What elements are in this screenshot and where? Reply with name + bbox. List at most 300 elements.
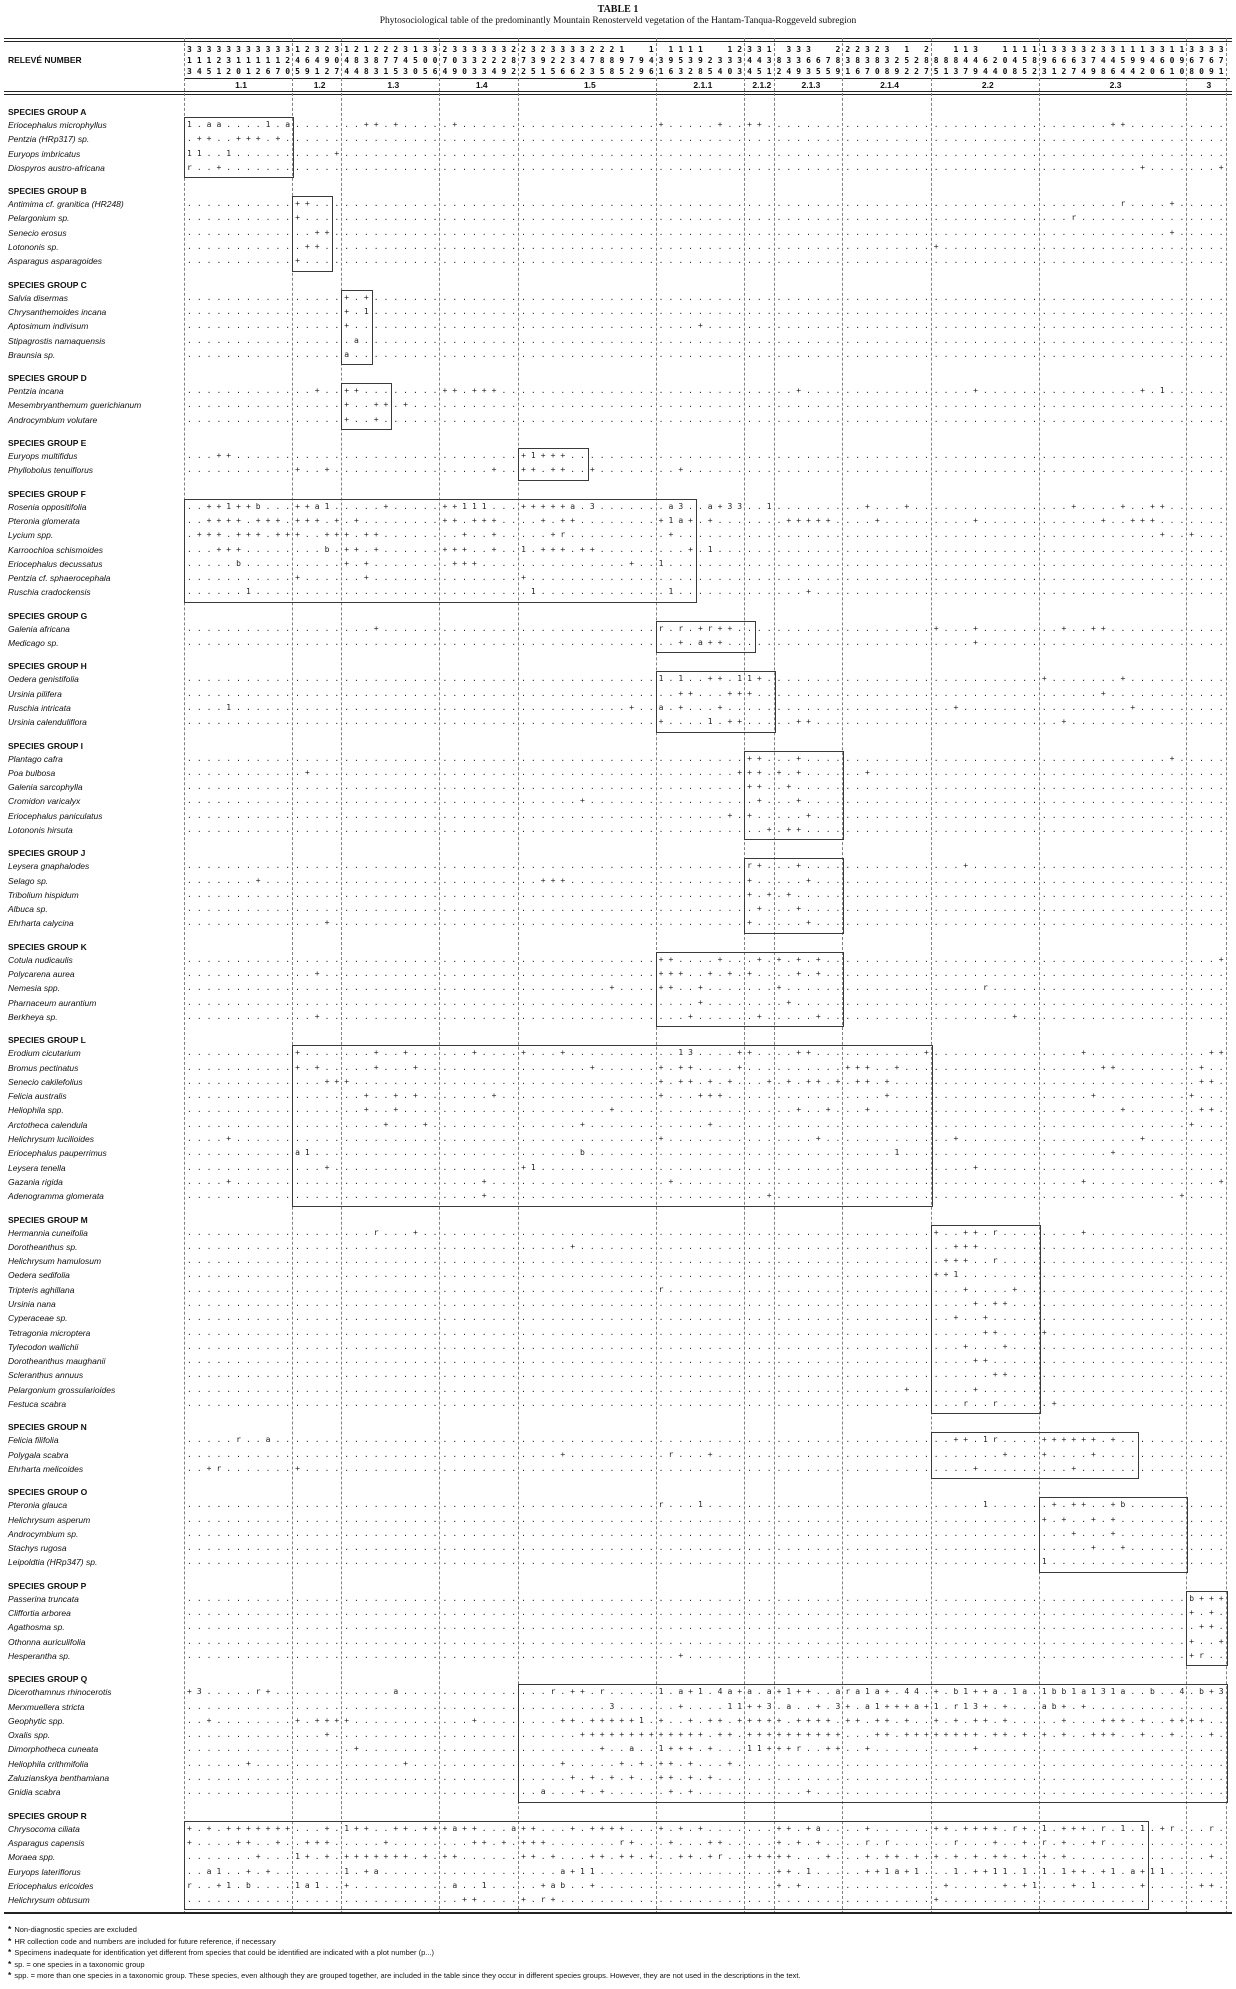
species-row: [0, 1046, 1236, 1060]
species-cells: .................a........................................................................................: [187, 335, 1229, 345]
species-row: [0, 874, 1236, 888]
species-name: Eriocephalus ericoides: [8, 1880, 94, 1891]
species-name: Bromus pectinatus: [8, 1062, 79, 1073]
species-name: Senecio erosus: [8, 227, 67, 238]
species-name: Antimima cf. granitica (HR248): [8, 199, 124, 210]
species-name: Arctotheca calendula: [8, 1119, 88, 1130]
releve-digit-row-3: 3451201267059127448315305649033492251566235852961632854034512493559167089227513794408523127498644206108091: [187, 67, 1229, 76]
footnote-item: [8, 1924, 1232, 1936]
species-row: [0, 1649, 1236, 1663]
species-cells: ..++++.+++.+++.+.+........++.+++....+.++........+1a+.+.......+++++....+.........+............+..+++.......: [187, 515, 1229, 525]
species-row: [0, 557, 1236, 571]
species-name: Heliophila spp.: [8, 1105, 64, 1116]
species-row: [0, 1283, 1236, 1297]
species-cells: ......................................................................................................+.+.: [187, 1608, 1229, 1618]
species-name: Poa bulbosa: [8, 767, 56, 778]
species-row: [0, 1089, 1236, 1103]
species-cells: ................................................................................++........................: [187, 1356, 1229, 1366]
species-name: Euryops multifidus: [8, 451, 78, 462]
species-name: Ruschia intricata: [8, 702, 71, 713]
species-cells: ............................++....+.r+......................................+.............................: [187, 1895, 1229, 1905]
species-row: [0, 254, 1236, 268]
species-cells: ............................................................................................+..+..........: [187, 1543, 1229, 1553]
species-row: [0, 1433, 1236, 1447]
species-name: Rosenia oppositifolia: [8, 501, 87, 512]
species-name: Cliffortia arborea: [8, 1608, 71, 1619]
species-cells: .......................................................................................1..................: [187, 1557, 1229, 1567]
species-row: [0, 1226, 1236, 1240]
species-cells: ...++.............................+1+++...................................................................: [187, 451, 1229, 461]
column-group-label-2.3: 2.3: [1109, 80, 1122, 90]
species-row: [0, 1785, 1236, 1799]
species-cells: ........................................+.................+...+...........................................: [187, 796, 1229, 806]
species-cells: ...........................................................+.++...........................................: [187, 824, 1229, 834]
species-cells: ..............................................................................+..+........................: [187, 1313, 1229, 1323]
releve-number-label: RELEVÉ NUMBER: [8, 55, 82, 65]
column-group-label-2.1.2: 2.1.2: [752, 80, 772, 90]
species-row: [0, 197, 1236, 211]
footnote-text: Specimens inadequate for identification yet different from species that could be identified are indicated with a plot number (p...): [14, 1948, 434, 1958]
species-row: [0, 118, 1236, 132]
footnote-item: [8, 1959, 1232, 1971]
species-row: [0, 1498, 1236, 1512]
species-row: [0, 1893, 1236, 1907]
species-row: [0, 1513, 1236, 1527]
species-row: [0, 1311, 1236, 1325]
species-cells: .......................................................................................+.+..+.+...........: [187, 1514, 1229, 1524]
species-name: Androcymbium sp.: [8, 1528, 79, 1539]
species-name: Othonna auriculifolia: [8, 1636, 86, 1647]
species-row: [0, 1161, 1236, 1175]
species-group-header-E: SPECIES GROUP E: [8, 438, 87, 449]
species-name: Chrysanthemoides incana: [8, 306, 107, 317]
species-cells: ...........+..............................................................................................: [187, 256, 1229, 266]
species-name: Cromidon varicalyx: [8, 796, 81, 807]
species-cells: .............++.....................................................................................+.....: [187, 227, 1229, 237]
species-row: [0, 1592, 1236, 1606]
species-cells: ................................................r...1............................1......+.++..+b..........: [187, 1500, 1229, 1510]
species-row: [0, 161, 1236, 175]
species-cells: ..............................+............................+.........................................+....: [187, 1191, 1229, 1201]
species-cells: ..+r.......+....................................................................+.........+...............: [187, 1463, 1229, 1473]
species-group-header-P: SPECIES GROUP P: [8, 1580, 87, 1591]
species-name: Ehrharta melicoides: [8, 1463, 84, 1474]
species-name: Androcymbium volutare: [8, 414, 98, 425]
species-cells: +3.....r+............a...............r.++.r.....1.a+1.4a+a.a+1++..ara1a+.44.+.b1++a.1a.1bb1a131a..b..4.b+3: [187, 1687, 1229, 1697]
species-name: Geophytic spp.: [8, 1715, 65, 1726]
table-rule-top-2: [4, 41, 1232, 42]
species-cells: .........................................................++...+.....................................+.....: [187, 753, 1229, 763]
species-cells: .......+...1+.+.+++++++.+.++......++.+...++.++.+..++.+r..+++++...+...+.++.+.+.+.+.++.+.+.+..............+.: [187, 1852, 1229, 1862]
species-cells: ...........+......+...............+.......................................................................: [187, 573, 1229, 583]
species-row: [0, 1728, 1236, 1742]
species-row: [0, 463, 1236, 477]
species-row: [0, 701, 1236, 715]
footnote-item: [8, 1947, 1232, 1959]
species-row: [0, 1865, 1236, 1879]
species-cells: .................+........................+..a..1+++.+...11+++r..++..+..........+.........................: [187, 1744, 1229, 1754]
footnote-item: [8, 1970, 1232, 1982]
species-row: [0, 1146, 1236, 1160]
footnote-marker-icon: *: [8, 1947, 12, 1958]
species-name: Pentzia (HRp317) sp.: [8, 134, 90, 145]
species-name: Braunsia sp.: [8, 349, 56, 360]
species-cells: ..a1..+.+.......1.+a..................a+11..................++.1.....++1a+1...1.++11.1.1.1++.+1.a+11......: [187, 1866, 1229, 1876]
species-row: [0, 1462, 1236, 1476]
footnote-marker-icon: *: [8, 1970, 12, 1981]
releve-digit-row-2: 1112311111246490483877450070332228739223478897943953923334438336678383832528888446204589666374459946096767: [187, 56, 1229, 65]
species-row: [0, 240, 1236, 254]
species-row: [0, 1685, 1236, 1699]
species-group-header-J: SPECIES GROUP J: [8, 848, 86, 859]
species-cells: ...........................................3......+....11++3.a..+.3+.a1+++a+1.r13+.+...ab+.+..............: [187, 1701, 1229, 1711]
species-name: Eriocephalus microphyllus: [8, 120, 107, 130]
table-subtitle: Phytosociological table of the predominantly Mountain Renosterveld vegetation of the Hantam-Tanqua-Roggeveld subregion: [379, 16, 857, 26]
column-group-label-1.4: 1.4: [475, 80, 488, 90]
species-cells: 11..1..........+..........................................................................................: [187, 148, 1229, 158]
species-row: [0, 902, 1236, 916]
species-row: [0, 636, 1236, 650]
species-name: Dorotheanthus maughanii: [8, 1356, 106, 1367]
species-row: [0, 687, 1236, 701]
table-body: [0, 96, 1236, 1907]
species-cells: ......................................................................................................b+++: [187, 1593, 1229, 1603]
species-cells: ...........+..............................................................................r...............: [187, 213, 1229, 223]
species-name: Berkheya sp.: [8, 1011, 58, 1022]
species-name: Stipagrostis namaquensis: [8, 335, 106, 346]
species-row: [0, 1103, 1236, 1117]
species-cells: .........................................................++..+............................................: [187, 782, 1229, 792]
species-cells: ...+++........b.++.+......+++..+..1.+++.++.........+.1....................................................: [187, 544, 1229, 554]
species-cells: .++..+++.+................................................................................................: [187, 134, 1229, 144]
species-row: [0, 1879, 1236, 1893]
species-group-header-K: SPECIES GROUP K: [8, 941, 87, 952]
species-name: Ursinia nana: [8, 1299, 56, 1309]
footnote-text: sp. = one species in a taxonomic group: [14, 1959, 145, 1969]
species-cells: ...................+............................r.r.+r++....................+...+........+..++............: [187, 623, 1229, 633]
species-name: Cyperaceae sp.: [8, 1313, 68, 1324]
species-row: [0, 305, 1236, 319]
species-row: [0, 1132, 1236, 1146]
species-name: Pelargonium grossularioides: [8, 1384, 116, 1395]
species-row: [0, 672, 1236, 686]
species-group-header-A: SPECIES GROUP A: [8, 107, 87, 117]
species-name: Tetragonia microptera: [8, 1327, 91, 1338]
species-row: [0, 585, 1236, 599]
species-name: Pteronia glauca: [8, 1500, 68, 1511]
species-row: [0, 398, 1236, 412]
species-cells: r..+1.b....1a1..+..........a..1.....+ab..+..................+.+..............+.....+.+1...+.1....+.....++.: [187, 1880, 1229, 1890]
species-row: [0, 794, 1236, 808]
species-cells: ..................................................+.a++.........................+.........................: [187, 638, 1229, 648]
species-cells: .......................................+......................................+++.........................: [187, 1241, 1229, 1251]
species-cells: .............+..................................+++..+.+.+....+.+.........................................: [187, 969, 1229, 979]
footnote-text: Non-diagnostic species are excluded: [14, 1925, 137, 1934]
species-name: Ruschia cradockensis: [8, 587, 91, 598]
footnote-marker-icon: *: [8, 1958, 12, 1969]
column-group-label-1.5: 1.5: [583, 80, 596, 90]
species-cells: ..............+...................+1............................................+.........................: [187, 1162, 1229, 1172]
species-cells: .......................................................................................................++.: [187, 1622, 1229, 1632]
species-row: [0, 1714, 1236, 1728]
footnotes: [8, 1924, 1232, 1982]
species-cells: .+++.+++.+++..+++.++........+..+.....+r..........+.................................................+..+...: [187, 530, 1229, 540]
species-group-header-L: SPECIES GROUP L: [8, 1035, 86, 1046]
species-row: [0, 1075, 1236, 1089]
species-name: Nemesia spp.: [8, 983, 60, 994]
species-group-header-B: SPECIES GROUP B: [8, 186, 87, 197]
species-cells: ................a.........................................................................................: [187, 349, 1229, 359]
species-row: [0, 1541, 1236, 1555]
species-cells: ...................r...+....................................................+..++.r........+..............: [187, 1227, 1229, 1237]
species-cells: ...........a1...........................b...............................1.....................+...........: [187, 1148, 1229, 1158]
species-row: [0, 1254, 1236, 1268]
species-row: [0, 967, 1236, 981]
species-name: Scleranthus annuus: [8, 1370, 84, 1381]
species-name: Dorotheanthus sp.: [8, 1241, 78, 1252]
footnote-text: spp. = more than one species in a taxonomic group. These species, even although they are grouped together, are included in the table since they occur in different species groups. However, they are not used in the descriptions in the text.: [14, 1971, 801, 1981]
species-group-header-M: SPECIES GROUP M: [8, 1214, 88, 1225]
species-name: Eriocephalus paniculatus: [8, 810, 103, 821]
species-row: [0, 888, 1236, 902]
species-name: Agathosma sp.: [8, 1622, 65, 1633]
species-name: Eriocephalus pauperrimus: [8, 1148, 107, 1159]
species-row: [0, 449, 1236, 463]
species-name: Mesembryanthemum guerichianum: [8, 400, 142, 411]
species-name: Karroochloa schismoides: [8, 544, 103, 555]
species-name: Hesperantha sp.: [8, 1650, 71, 1661]
species-group-header-I: SPECIES GROUP I: [8, 740, 83, 751]
species-cells: ................................................+....1.++.....++.........................+................: [187, 717, 1229, 727]
species-name: Oxalis spp.: [8, 1730, 51, 1741]
footnote-marker-icon: *: [8, 1924, 12, 1934]
species-cells: ...........+..+................+..++.++..+........+.......................................................: [187, 465, 1229, 475]
species-name: Helichrysum hamulosum: [8, 1256, 102, 1267]
species-name: Passerina truncata: [8, 1593, 79, 1604]
species-row: [0, 809, 1236, 823]
species-group-header-F: SPECIES GROUP F: [8, 488, 86, 499]
species-cells: ................+.+.......................................................................................: [187, 292, 1229, 302]
species-row: [0, 715, 1236, 729]
species-cells: ..........................................................+...+...........................................: [187, 904, 1229, 914]
species-cells: ..............+.........................+++++++++++++.++.++++++++++...++.++++++++.++.+.+.+..+++..+..+...+.: [187, 1730, 1229, 1740]
species-name: Ursinia pilifera: [8, 688, 62, 699]
species-name: Aptosimum indivisum: [8, 321, 89, 332]
species-cells: ............................................................................++1...........................: [187, 1270, 1229, 1280]
species-cells: ..................+..+.....................+..................+..+...+.........................+.......++.: [187, 1105, 1229, 1115]
species-cells: ..................................................++...+++...................................+............: [187, 688, 1229, 698]
species-name: Diospyros austro-africana: [8, 162, 105, 173]
species-cells: ................................................1.1..++.11+............................+.......+..........: [187, 674, 1229, 684]
footnote-text: HR collection code and numbers are included for future reference, if necessary: [14, 1936, 276, 1946]
species-cells: ....1........................................+..a.+...+.......................+.................+.........: [187, 702, 1229, 712]
species-name: Felicia australis: [8, 1091, 67, 1102]
header-rule-1: [4, 91, 1232, 92]
species-row: [0, 752, 1236, 766]
species-name: Zaluzianskya benthamiana: [8, 1773, 110, 1784]
species-row: [0, 514, 1236, 528]
column-group-label-3: 3: [1206, 80, 1212, 90]
species-cells: .............................................................................+++..r.......................: [187, 1256, 1229, 1266]
species-cells: r..+.............................................................................................+.......+: [187, 162, 1229, 172]
species-name: Galenia africana: [8, 623, 70, 634]
species-cells: ................................................r..............................+....+.....................: [187, 1284, 1229, 1294]
species-cells: .......................................................+.+.....+..........................................: [187, 810, 1229, 820]
species-cells: ................+...................................+.....................................................: [187, 321, 1229, 331]
species-row: [0, 147, 1236, 161]
species-row: [0, 1397, 1236, 1411]
species-name: Leysera gnaphalodes: [8, 861, 90, 872]
species-cells: ....................+...+...............+............+................................................+...: [187, 1119, 1229, 1129]
species-name: Erodium cicutarium: [8, 1048, 81, 1059]
species-name: Salvia disermas: [8, 292, 68, 303]
species-row: [0, 500, 1236, 514]
species-cells: .........................................................+.+.+............................................: [187, 889, 1229, 899]
species-row: [0, 1757, 1236, 1771]
species-cells: .........................................................r+...+................+..........................: [187, 861, 1229, 871]
species-row: [0, 859, 1236, 873]
species-name: Helichrysum obtusum: [8, 1895, 90, 1906]
footnote-item: [8, 1936, 1232, 1948]
species-cells: .......................................+.+.+.+..++.+.+....................................................: [187, 1773, 1229, 1783]
species-cells: ............++..............................................................+.............................: [187, 242, 1229, 252]
species-cells: ................+..++.+...................................................................................: [187, 400, 1229, 410]
species-name: Tripteris aghillana: [8, 1284, 75, 1295]
species-name: Gazania rigida: [8, 1176, 63, 1187]
species-row: [0, 1268, 1236, 1282]
species-row: [0, 1527, 1236, 1541]
species-name: Phyllobolus tenuiflorus: [8, 465, 94, 476]
species-cells: ....+...........................................+...............+.............+..................+........: [187, 1134, 1229, 1144]
species-group-header-N: SPECIES GROUP N: [8, 1422, 87, 1433]
table-title: TABLE 1: [597, 4, 639, 15]
species-cells: ................+.1.......................................................................................: [187, 306, 1229, 316]
species-cells: ...........++..................................................................................r....+.....: [187, 199, 1229, 209]
header-rule-2: [4, 94, 1232, 95]
species-row: [0, 1368, 1236, 1382]
species-name: Senecio cakilefolius: [8, 1076, 83, 1087]
species-row: [0, 1354, 1236, 1368]
species-name: Leipoldtia (HRp347) sp.: [8, 1557, 98, 1568]
species-row: [0, 291, 1236, 305]
species-cells: ....+.........................+..................+.........................................+.............+: [187, 1176, 1229, 1186]
species-name: Ehrharta calycina: [8, 918, 74, 929]
species-cells: ..................................................+...................................................+r..: [187, 1650, 1229, 1660]
column-group-label-2.1.1: 2.1.1: [693, 80, 713, 90]
species-cells: ..................................................................................++......................: [187, 1370, 1229, 1380]
species-name: Galenia sarcophylla: [8, 782, 83, 793]
species-cells: ..................+..+.+.......+................+...+++................+....................+.........+...: [187, 1091, 1229, 1101]
species-cells: ......................................................................................................+..+: [187, 1636, 1229, 1646]
species-row: [0, 226, 1236, 240]
species-cells: ...........................................+....++..+.......+....................r........................: [187, 983, 1229, 993]
species-group-header-Q: SPECIES GROUP Q: [8, 1674, 88, 1685]
species-cells: .................................................................................++....+..................: [187, 1327, 1229, 1337]
species-name: Selago sp.: [8, 875, 49, 886]
column-group-label-1.1: 1.1: [235, 80, 247, 90]
species-name: Festuca scabra: [8, 1399, 67, 1410]
species-name: Polygala scabra: [8, 1449, 69, 1460]
species-cells: .........................................................................+......+.........................: [187, 1384, 1229, 1394]
species-row: [0, 1010, 1236, 1024]
species-cells: ..+........+.++++............+........++.+++++1.+..+.++.+++++.++++.++.++.+..+.+.++.+.....+...+++.+..++++..: [187, 1715, 1229, 1725]
species-cells: ....................................................+........+............................................: [187, 997, 1229, 1007]
species-name: Lotononis hirsuta: [8, 824, 73, 835]
species-cells: ......................................+..........r...+.............................+...+....+.............: [187, 1449, 1229, 1459]
species-cells: .............+..++........++.+++..............................+.................+................+.1......: [187, 386, 1229, 396]
species-name: Lotononis sp.: [8, 242, 59, 253]
species-row: [0, 1326, 1236, 1340]
species-cells: ............+...........................................+++.+.+......+....................................: [187, 767, 1229, 777]
column-group-label-2.1.4: 2.1.4: [880, 80, 899, 90]
species-row: [0, 780, 1236, 794]
species-row: [0, 1836, 1236, 1850]
species-group-header-O: SPECIES GROUP O: [8, 1487, 88, 1498]
column-group-label-1.3: 1.3: [387, 80, 400, 90]
species-name: Plantago cafra: [8, 753, 63, 764]
species-name: Eriocephalus decussatus: [8, 558, 103, 569]
species-name: Moraea spp.: [8, 1852, 56, 1863]
column-group-label-1.2: 1.2: [313, 80, 326, 90]
species-row: [0, 823, 1236, 837]
species-cells: ................................................................................+.++......................: [187, 1299, 1229, 1308]
species-name: Heliophila crithmifolia: [8, 1758, 89, 1769]
species-row: [0, 916, 1236, 930]
species-name: Cotula nudicaulis: [8, 954, 73, 965]
species-row: [0, 132, 1236, 146]
species-name: Leysera tenella: [8, 1162, 66, 1173]
species-group-header-H: SPECIES GROUP H: [8, 661, 87, 672]
species-name: Pteronia glomerata: [8, 515, 80, 526]
species-row: [0, 1189, 1236, 1203]
species-cells: ......+...............+...............+.....+.+.++.+...+..................................................: [187, 1758, 1229, 1768]
species-name: Tylecodon wallichii: [8, 1341, 79, 1352]
species-row: [0, 211, 1236, 225]
species-row: [0, 413, 1236, 427]
species-name: Lycium spp.: [8, 530, 54, 541]
species-name: Medicago sp.: [8, 638, 59, 649]
species-row: [0, 1620, 1236, 1634]
species-name: Pentzia cf. sphaerocephala: [8, 573, 111, 584]
species-cells: ......1............................1.............1.............+..........................................: [187, 587, 1229, 597]
species-cells: ..++1++b...++a1.....+.....++111...+++++a.3.......a3..a+33..1.........+...+................+....+..++......: [187, 501, 1229, 511]
species-name: Chrysocoma ciliata: [8, 1823, 80, 1834]
table-rule-top-1: [4, 38, 1232, 39]
species-name: Euryops lateriflorus: [8, 1866, 81, 1877]
species-row: [0, 1635, 1236, 1649]
species-row: [0, 1340, 1236, 1354]
species-row: [0, 981, 1236, 995]
species-row: [0, 1175, 1236, 1189]
species-name: Hermannia cuneifolia: [8, 1227, 88, 1238]
species-cells: ...........+.......+..+......+....+...+...........13....++....++...........+...............+............++: [187, 1048, 1229, 1058]
species-row: [0, 1742, 1236, 1756]
species-name: Asparagus capensis: [8, 1837, 85, 1848]
species-cells: ...............................................................................r..r.....+.................: [187, 1399, 1229, 1409]
species-row: [0, 766, 1236, 780]
column-group-label-2.2: 2.2: [981, 80, 994, 90]
species-group-header-D: SPECIES GROUP D: [8, 373, 87, 384]
species-name: Dicerothamnus rhinocerotis: [8, 1687, 112, 1698]
species-cells: .....b..........+.+........+++...............+..1.........................................................: [187, 558, 1229, 568]
species-name: Stachys rugosa: [8, 1543, 67, 1554]
species-cells: ....................................a...+.+......+.+...........+..........................................: [187, 1787, 1229, 1797]
species-name: Pharnaceum aurantium: [8, 997, 97, 1008]
species-row: [0, 622, 1236, 636]
species-name: Oedera sedifolia: [8, 1270, 70, 1281]
species-name: Polycarena aurea: [8, 969, 75, 980]
species-name: Dimorphotheca cuneata: [8, 1744, 99, 1755]
